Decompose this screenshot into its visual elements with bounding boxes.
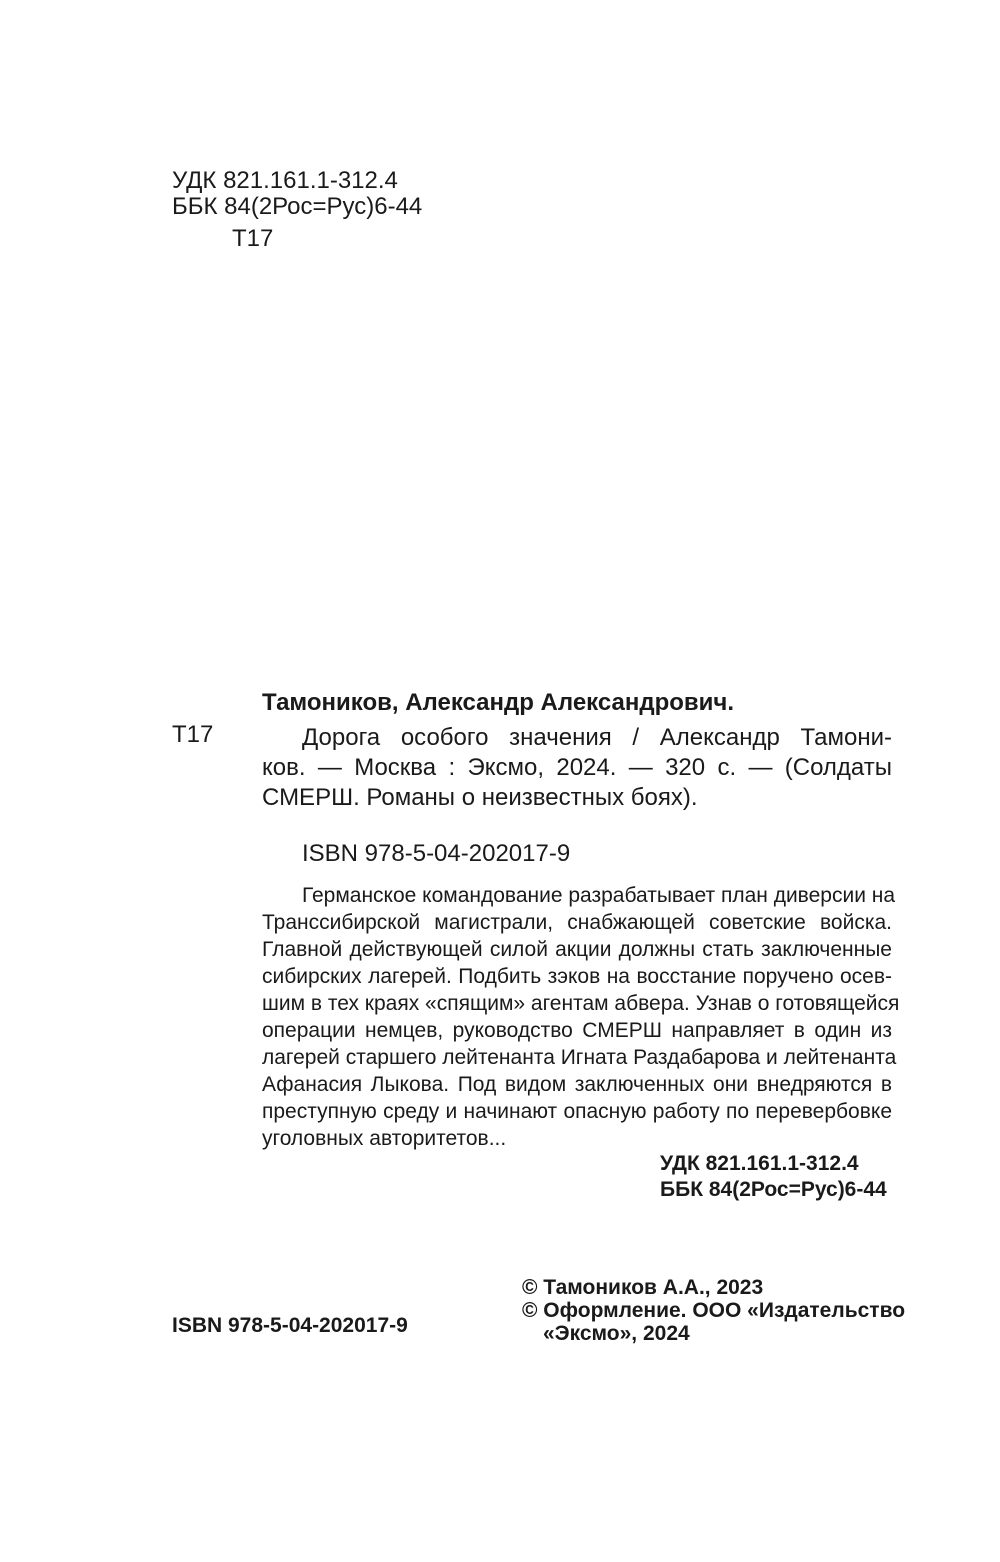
annotation-line: Транссибирской магистрали, снабжающей советские войска. [262, 911, 892, 934]
catalog-title-line: ков. — Москва : Эксмо, 2024. — 320 с. — (Солдаты [262, 754, 892, 781]
annotation-line: Афанасия Лыкова. Под видом заключенных они внедряются в [262, 1073, 892, 1096]
annotation-line: преступную среду и начинают опасную работу по перевербовке [262, 1100, 892, 1123]
annotation-line: уголовных авторитетов... [262, 1127, 507, 1150]
copyright-line: © Оформление. ООО «Издательство [522, 1299, 906, 1322]
copyright-line: «Эксмо», 2024 [543, 1322, 690, 1345]
catalog-title-block [262, 723, 892, 813]
catalog-author-mark: Т17 [172, 721, 214, 748]
catalog-title-line: Дорога особого значения / Александр Тамони- [302, 724, 892, 751]
annotation-line: сибирских лагерей. Подбить зэков на восстание поручено осев- [262, 965, 892, 988]
footer-isbn: ISBN 978-5-04-202017-9 [172, 1314, 408, 1337]
copyright-line: © Тамоников А.А., 2023 [522, 1276, 764, 1299]
catalog-isbn: ISBN 978-5-04-202017-9 [302, 840, 571, 867]
annotation-line: шим в тех краях «спящим» агентам абвера. Узнав о готовящейся [262, 992, 900, 1015]
classification-bbk: ББК 84(2Рос=Рус)6-44 [660, 1178, 887, 1201]
top-udk: УДК 821.161.1-312.4 [172, 167, 398, 194]
catalog-author: Тамоников, Александр Александрович. [262, 689, 735, 716]
catalog-title-line: СМЕРШ. Романы о неизвестных боях). [262, 784, 698, 811]
top-author-mark: Т17 [232, 225, 274, 252]
annotation-line: лагерей старшего лейтенанта Игната Раздабарова и лейтенанта [262, 1046, 897, 1069]
annotation-line: операции немцев, руководство СМЕРШ направляет в один из [262, 1019, 892, 1042]
classification-udk: УДК 821.161.1-312.4 [660, 1152, 859, 1175]
annotation-block [262, 882, 900, 1152]
top-bbk: ББК 84(2Рос=Рус)6-44 [172, 193, 423, 220]
annotation-line: Главной действующей силой акции должны стать заключенные [262, 938, 892, 961]
annotation-line: Германское командование разрабатывает план диверсии на [302, 884, 896, 907]
